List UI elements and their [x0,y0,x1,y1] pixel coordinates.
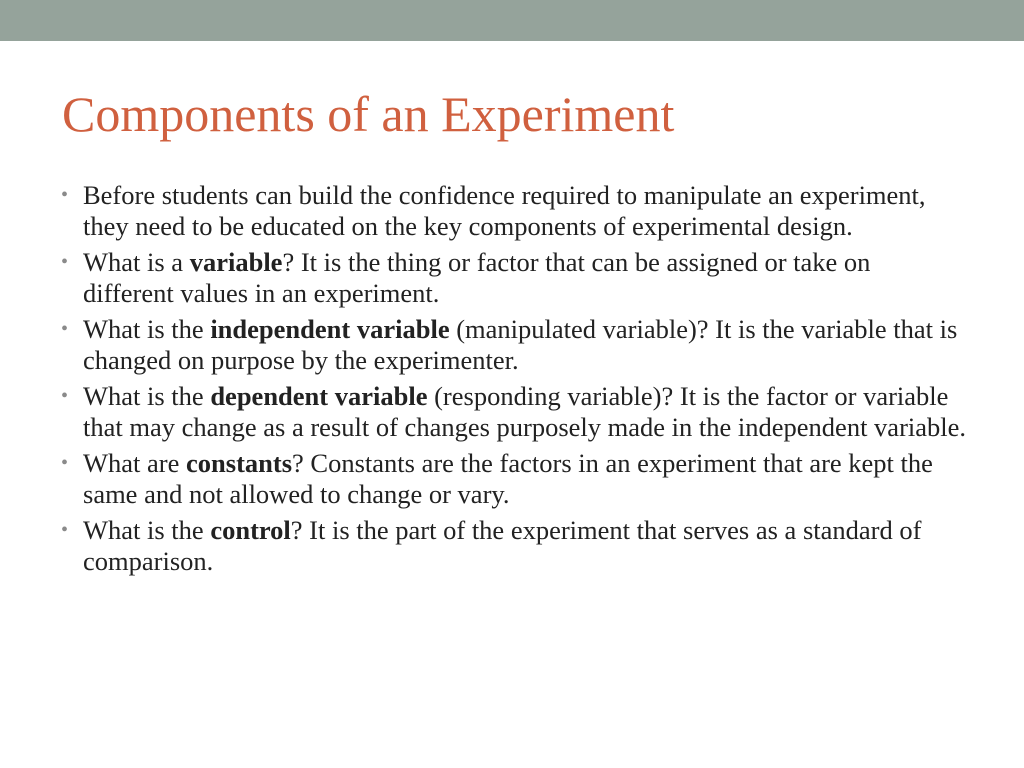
bullet-term: control [210,515,291,545]
slide-title: Components of an Experiment [62,86,675,142]
bullet-item-dependent-variable [61,381,966,442]
bullet-text-after: ? Constants are the factors in an experiment that are kept the same and not allowed to change or vary. [83,448,933,509]
bullet-text [83,180,926,241]
header-bar [0,0,1024,41]
bullet-icon: • [61,519,69,541]
bullet-icon: • [61,452,69,474]
bullet-term: constants [186,448,293,478]
bullet-text-after: ? It is the part of the experiment that serves as a standard of comparison. [83,515,922,576]
bullet-text-after: (manipulated variable)? It is the variable that is changed on purpose by the experimenter. [83,314,958,375]
bullet-text-after: (responding variable)? It is the factor or variable that may change as a result of changes purposely made in the independent variable. [83,381,967,442]
bullet-item-independent-variable [61,314,966,375]
bullet-icon: • [61,318,69,340]
bullet-text-after: ? It is the thing or factor that can be assigned or take on different values in an experiment. [83,247,871,308]
bullet-text [83,314,957,375]
bullet-term: variable [189,247,283,277]
bullet-text-before: What is the [83,515,211,545]
bullet-text-before: What are [83,448,186,478]
bullet-item-constants [61,448,966,509]
bullet-text [83,247,870,308]
bullet-icon: • [61,385,69,407]
bullet-text-before: What is a [83,247,190,277]
bullet-list [61,180,966,582]
bullet-text-before: What is the [83,381,211,411]
bullet-text [83,515,921,576]
bullet-text [83,381,966,442]
bullet-text-before: What is the [83,314,211,344]
bullet-item-variable [61,247,966,308]
bullet-item-intro [61,180,966,241]
bullet-term: dependent variable [210,381,428,411]
bullet-term: independent variable [210,314,450,344]
bullet-text [83,448,933,509]
bullet-text-before: Before students can build the confidence required to manipulate an experiment, they need to be educated on the key components of experimental design. [83,180,926,241]
bullet-icon: • [61,184,69,206]
bullet-icon: • [61,251,69,273]
bullet-item-control [61,515,966,576]
